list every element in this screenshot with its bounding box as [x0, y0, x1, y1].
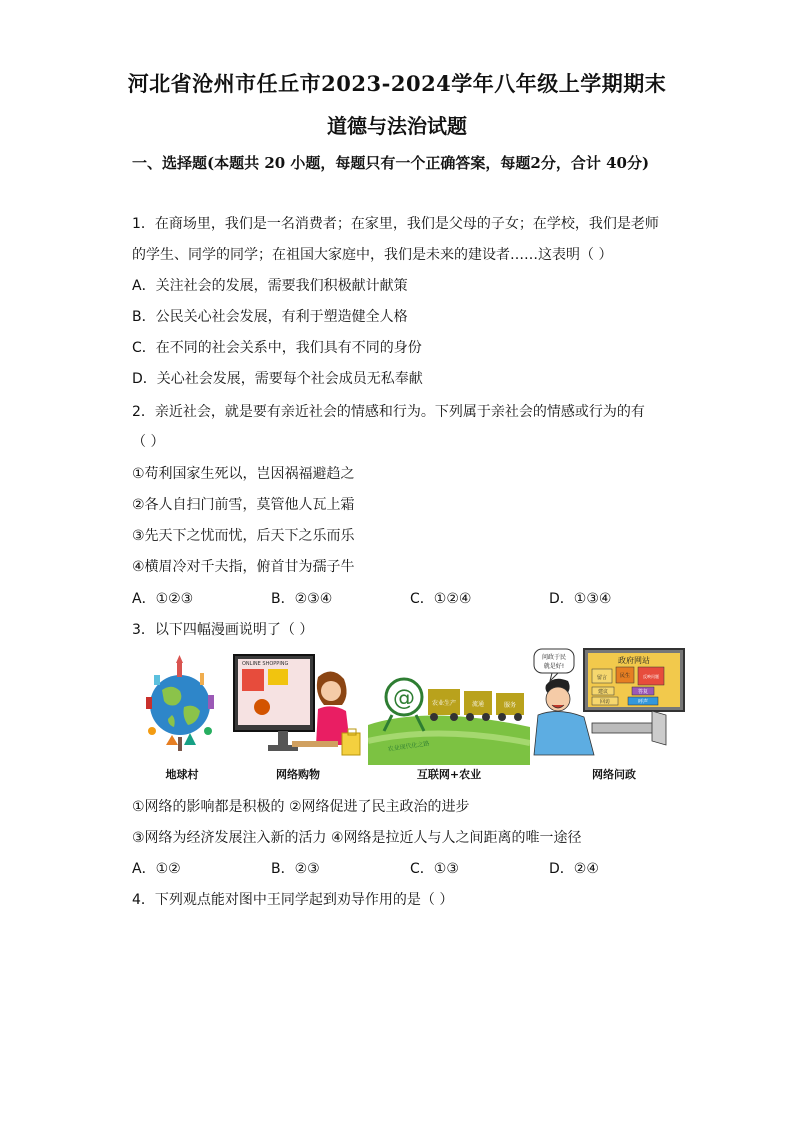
btn-visit-label: 回访 [599, 699, 611, 705]
q3-stem: 3．以下四幅漫画说明了（ ） [132, 622, 314, 638]
q1-option-d: D．关心社会发展，需要每个社会成员无私奉献 [132, 371, 423, 387]
q3-option-c: C．①③ [410, 861, 459, 877]
q3-option-b: B．②③ [271, 861, 320, 877]
exam-title-line1: 河北省沧州市任丘市2023-2024学年八年级上学期期末 [127, 71, 667, 96]
q1-stem-line2: 的学生、同学的同学；在祖国大家庭中，我们是未来的建设者……这表明（ ） [132, 247, 613, 263]
shop-label: ONLINE SHOPPING [242, 661, 289, 667]
bubble-line1: 问政于民 [541, 654, 567, 661]
online-governance-comic [532, 645, 688, 765]
q4-stem: 4．下列观点能对图中王同学起到劝导作用的是（ ） [132, 892, 454, 908]
global-village-comic [132, 645, 228, 765]
q3-comic-strip [132, 645, 688, 780]
q3-options [132, 858, 688, 878]
btn-call-label: 呼声 [637, 699, 649, 705]
btn-reply-label: 答复 [637, 689, 649, 695]
q2-option-a: A．①②③ [132, 591, 194, 607]
exam-title-line2: 道德与法治试题 [327, 114, 467, 138]
q2-item-2: ②各人自扫门前雪，莫管他人瓦上霜 [132, 497, 355, 513]
q1-option-c: C．在不同的社会关系中，我们具有不同的身份 [132, 340, 422, 356]
btn-life-label: 民生 [619, 673, 631, 679]
site-label: 政府网站 [618, 656, 650, 665]
q1-option-b: B．公民关心社会发展，有利于塑造健全人格 [132, 309, 408, 325]
bubble-line2: 就是好! [543, 663, 565, 670]
q2-option-d: D．①③④ [549, 591, 612, 607]
q2-option-b: B．②③④ [271, 591, 333, 607]
q1-option-a: A．关注社会的发展，需要我们积极献计献策 [132, 278, 408, 294]
online-shopping-comic [232, 645, 364, 765]
q2-options [132, 588, 688, 608]
cart-label-service: 服务 [503, 702, 517, 709]
q3-option-d: D．②④ [549, 861, 599, 877]
caption-online-shopping: 网络购物 [276, 768, 320, 781]
q2-item-3: ③先天下之忧而忧，后天下之乐而乐 [132, 528, 355, 544]
btn-feedback-label: 反映问题 [643, 674, 659, 679]
road-label: 农业现代化之路 [387, 740, 430, 753]
btn-leave-label: 留言 [596, 675, 608, 681]
caption-online-governance: 网络问政 [592, 768, 636, 781]
q2-stem-line2: （ ） [132, 434, 165, 450]
q3-option-a: A．①② [132, 861, 181, 877]
q3-items-line1: ①网络的影响都是积极的 ②网络促进了民主政治的进步 [132, 799, 470, 815]
internet-agriculture-comic [368, 645, 530, 765]
caption-global-village: 地球村 [165, 768, 199, 781]
svg-text:@: @ [393, 686, 415, 711]
q2-stem-line1: 2．亲近社会，就是要有亲近社会的情感和行为。下列属于亲社会的情感或行为的有 [132, 404, 645, 420]
q2-item-4: ④横眉冷对千夫指，俯首甘为孺子牛 [132, 559, 355, 575]
btn-suggest-label: 建议 [597, 689, 609, 695]
caption-internet-agriculture: 互联网+农业 [416, 768, 482, 781]
q1-stem-line1: 1．在商场里，我们是一名消费者；在家里，我们是父母的子女；在学校，我们是老师 [132, 216, 659, 232]
q2-item-1: ①苟利国家生死以，岂因祸福避趋之 [132, 466, 355, 482]
cart-label-circulation: 流通 [471, 701, 485, 708]
section-heading: 一、选择题(本题共 20 小题，每题只有一个正确答案，每题2分，合计 40分) [132, 154, 650, 172]
q3-items-line2: ③网络为经济发展注入新的活力 ④网络是拉近人与人之间距离的唯一途径 [132, 830, 582, 846]
cart-label-production: 农业生产 [431, 700, 457, 707]
q2-option-c: C．①②④ [410, 591, 472, 607]
